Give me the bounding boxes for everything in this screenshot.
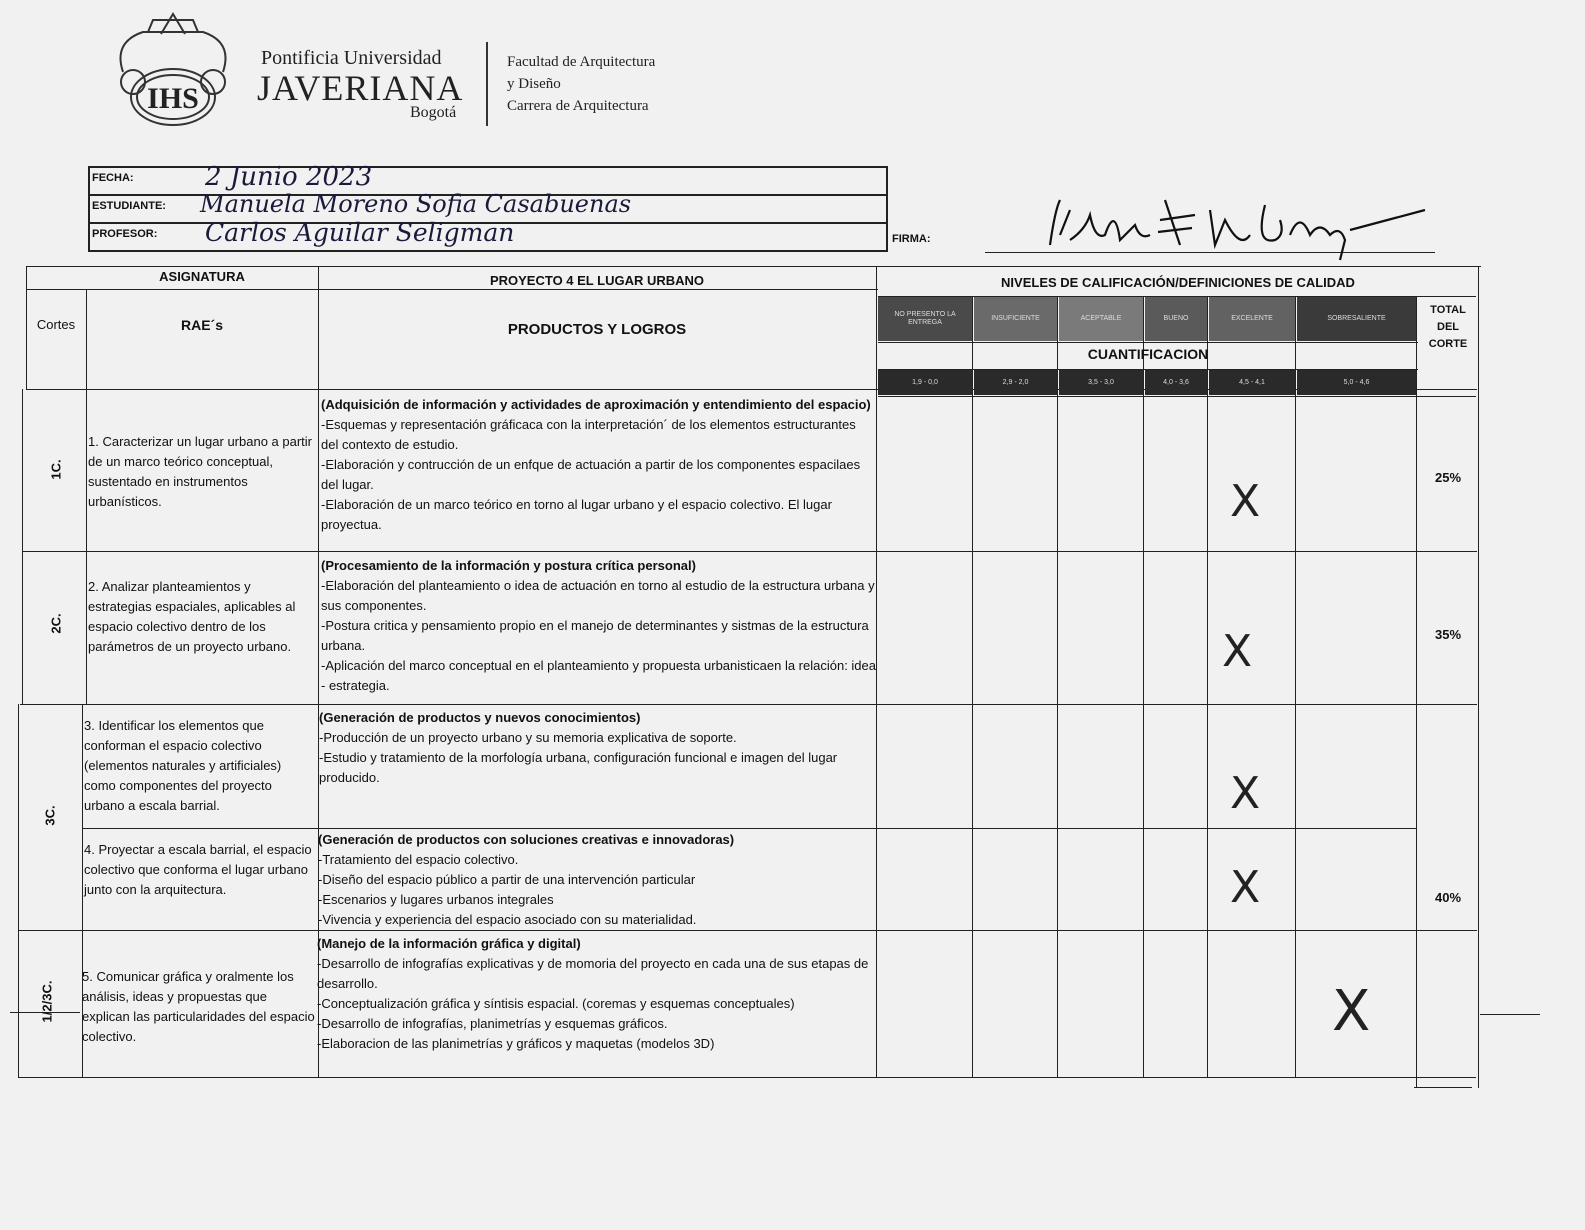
product-item: -Desarrollo de infografías explicativas y de momoria del proyecto en cada una de sus etapas de desarrollo.: [317, 956, 869, 991]
table-border: [22, 551, 1477, 552]
estudiante-label: ESTUDIANTE:: [92, 200, 166, 212]
faculty-line-1: Facultad de Arquitectura: [507, 54, 656, 70]
faculty-line-3: Carrera de Arquitectura: [507, 98, 649, 114]
rae-text: 3. Identificar los elementos que conforman el espacio colectivo (elementos naturales y artificiales) como componentes del proyecto urbano a escala barrial.: [84, 718, 282, 813]
firma-label: FIRMA:: [892, 233, 931, 245]
proyecto-header: PROYECTO 4 EL LUGAR URBANO: [489, 273, 705, 288]
faculty-line-2: y Diseño: [507, 76, 561, 92]
fecha-value: 2 Junio 2023: [205, 162, 373, 192]
university-name-small: Pontificia Universidad: [261, 47, 442, 69]
total-percent: 35%: [1434, 627, 1462, 642]
product-block: [317, 934, 874, 1054]
product-item: -Elaboracion de las planimetrías y gráficos y maquetas (modelos 3D): [317, 1036, 715, 1051]
level-name-cell: [1209, 297, 1295, 341]
table-border: [82, 828, 1416, 829]
level-range-cell: [1297, 370, 1416, 395]
level-range-cell: [1145, 370, 1207, 395]
level-name: BUENO: [1163, 315, 1189, 323]
level-name: INSUFICIENTE: [991, 315, 1040, 323]
niveles-header: NIVELES DE CALIFICACIÓN/DEFINICIONES DE CALIDAD: [1001, 275, 1355, 290]
table-border: [1057, 296, 1058, 1078]
corte-label: 1C.: [48, 459, 64, 480]
product-block: [321, 556, 876, 696]
asignatura-header: ASIGNATURA: [159, 269, 245, 284]
product-block: [318, 830, 873, 930]
total-percent: 40%: [1434, 890, 1462, 905]
product-item: -Estudio y tratamiento de la morfología urbana, configuración funcional e imagen del lugar producido.: [319, 750, 838, 785]
cuantificacion-header: CUANTIFICACION: [1087, 346, 1209, 362]
product-item: -Elaboración y contrucción de un enfque de actuación a partir de los componentes espacilaes del lugar.: [321, 457, 861, 492]
table-border: [18, 704, 19, 1078]
product-block: [319, 708, 874, 788]
level-range: 4,5 - 4,1: [1239, 378, 1265, 386]
university-city: Bogotá: [410, 104, 457, 121]
profesor-label: PROFESOR:: [92, 228, 158, 240]
table-border: [1143, 296, 1144, 1078]
product-item: -Escenarios y lugares urbanos integrales: [318, 892, 554, 907]
table-border: [1414, 1087, 1472, 1088]
table-border: [22, 389, 23, 705]
university-name: JAVERIANA: [257, 68, 464, 108]
corte-label: 1/2/3C.: [39, 980, 55, 1023]
table-border: [1478, 266, 1479, 1088]
fecha-label: FECHA:: [92, 172, 134, 184]
level-name-cell: [1059, 297, 1143, 341]
level-range: 3,5 - 3,0: [1088, 378, 1114, 386]
level-name: NO PRESENTO LA ENTREGA: [894, 311, 956, 326]
corte-label: 3C.: [42, 805, 58, 826]
rae-text: 4. Proyectar a escala barrial, el espacio colectivo que conforma el lugar urbano junto con la arquitectura.: [84, 842, 312, 897]
rae-text: 5. Comunicar gráfica y oralmente los análisis, ideas y propuestas que explican las particularidades del espacio colectivo.: [82, 969, 315, 1044]
corte-label: 2C.: [48, 613, 64, 634]
level-name: ACEPTABLE: [1080, 315, 1122, 323]
grade-mark: X: [1230, 862, 1261, 913]
level-name-cell: [878, 297, 972, 341]
level-name-cell: [974, 297, 1057, 341]
table-border: [878, 396, 1476, 397]
profesor-value: Carlos Aguilar Seligman: [205, 218, 515, 247]
cortes-header: Cortes: [36, 317, 76, 332]
table-border: [20, 704, 1477, 705]
level-range-cell: [1059, 370, 1143, 395]
level-name: EXCELENTE: [1231, 315, 1273, 323]
product-title: (Generación de productos y nuevos conocimientos): [319, 710, 641, 725]
signature: [1040, 190, 1430, 265]
table-border: [878, 342, 1418, 343]
grade-mark: X: [1230, 768, 1261, 819]
table-border: [972, 296, 973, 1078]
estudiante-value: Manuela Moreno Sofia Casabuenas: [200, 190, 632, 218]
product-title: (Adquisición de información y actividades de aproximación y entendimiento del espacio): [321, 397, 871, 412]
table-border: [26, 289, 878, 290]
total-header: [1418, 302, 1478, 353]
product-item: -Diseño del espacio público a partir de una intervención particular: [318, 872, 696, 887]
total-header-line: TOTAL: [1430, 304, 1466, 316]
grade-mark: X: [1222, 626, 1253, 677]
crest-text: IHS: [147, 82, 199, 115]
level-name-cell: [1145, 297, 1207, 341]
product-item: -Producción de un proyecto urbano y su memoria explicativa de soporte.: [319, 730, 737, 745]
product-title: (Generación de productos con soluciones creativas e innovadoras): [318, 832, 735, 847]
total-header-line: DEL: [1437, 321, 1459, 333]
rae-text: 2. Analizar planteamientos y estrategias espaciales, aplicables al espacio colectivo dentro de los parámetros de un proyecto urbano.: [88, 579, 296, 654]
product-block: [321, 395, 873, 535]
grade-mark: X: [1332, 979, 1371, 1044]
level-range-cell: [878, 370, 972, 395]
level-range-cell: [1209, 370, 1295, 395]
table-border: [1295, 296, 1296, 1078]
table-border: [18, 930, 1477, 931]
level-name: SOBRESALIENTE: [1327, 315, 1386, 323]
raes-header: RAE´s: [180, 317, 223, 333]
productos-header: PRODUCTOS Y LOGROS: [507, 321, 687, 338]
table-border: [86, 289, 87, 705]
grade-mark: X: [1230, 476, 1261, 527]
table-border: [876, 266, 877, 1078]
level-name-cell: [1297, 297, 1416, 341]
table-border: [26, 266, 1481, 267]
level-range: 1,9 - 0,0: [912, 378, 938, 386]
level-range: 4,0 - 3,6: [1163, 378, 1189, 386]
product-item: -Esquemas y representación gráficaca con la interpretación´ de los elementos estructurantes del contexto de estudio.: [321, 417, 856, 452]
product-item: -Elaboración de un marco teórico en torno al lugar urbano y el espacio colectivo. El lugar proyectua.: [321, 497, 832, 532]
header-divider: [486, 42, 488, 126]
total-percent: 25%: [1434, 470, 1462, 485]
table-border: [18, 1077, 1476, 1078]
product-item: -Aplicación del marco conceptual en el planteamiento y propuesta urbanisticaen la relación: idea - estrategia.: [321, 658, 877, 693]
total-header-line: CORTE: [1428, 338, 1468, 350]
product-title: (Procesamiento de la información y postura crítica personal): [321, 558, 696, 573]
table-border: [1207, 296, 1208, 1078]
level-range: 2,9 - 2,0: [1002, 378, 1029, 386]
rae-text: 1. Caracterizar un lugar urbano a partir de un marco teórico conceptual, sustentado en instrumentos urbanísticos.: [88, 434, 313, 509]
level-range-cell: [974, 370, 1057, 395]
product-item: -Elaboración del planteamiento o idea de actuación en torno al estudio de la estructura urbana y sus componentes.: [321, 578, 875, 613]
product-item: -Tratamiento del espacio colectivo.: [318, 852, 519, 867]
product-item: -Postura critica y pensamiento propio en el manejo de determinantes y sistmas de la estructura urbana.: [321, 618, 869, 653]
level-range: 5,0 - 4,6: [1343, 378, 1370, 386]
product-item: -Conceptualización gráfica y síntisis espacial. (coremas y esquemas conceptuales): [317, 996, 795, 1011]
margin-line: [1480, 1014, 1540, 1015]
university-crest-logo: [103, 12, 243, 132]
product-title: (Manejo de la información gráfica y digital): [317, 936, 581, 951]
product-item: -Vivencia y experiencia del espacio asociado con su materialidad.: [318, 912, 697, 927]
table-border: [1416, 296, 1417, 1088]
product-item: -Desarrollo de infografías, planimetrías y esquemas gráficos.: [317, 1016, 668, 1031]
